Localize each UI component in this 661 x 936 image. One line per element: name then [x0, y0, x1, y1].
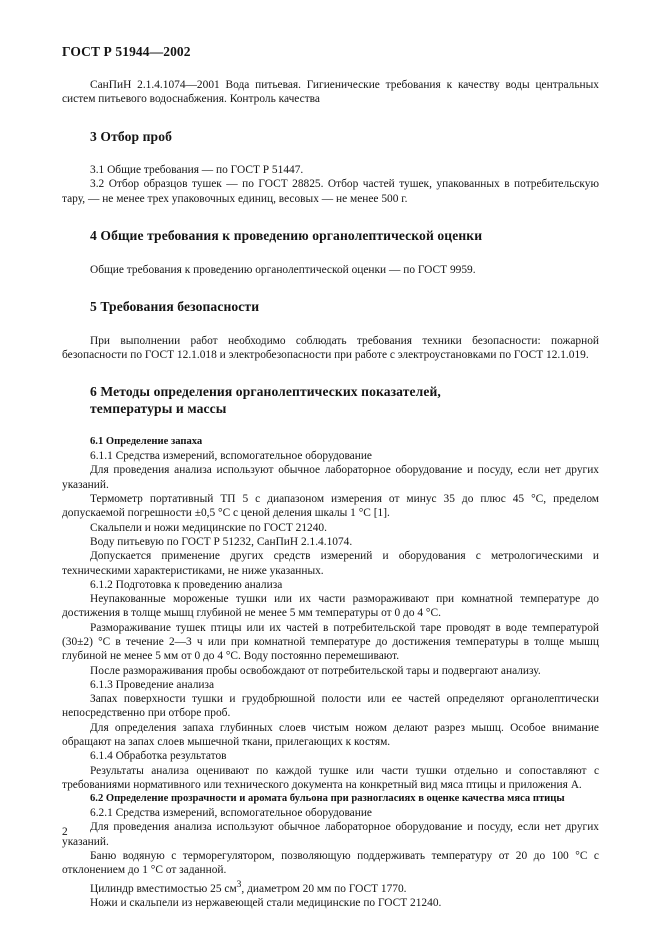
clause-6-2-1-c [62, 878, 599, 896]
clause-6-1-4: 6.1.4 Обработка результатов [90, 750, 227, 763]
clause-6-1-2-a: Неупакованные мороженые тушки или их части размораживают при комнатной температуре до достижения в толще мышц глубиной не менее 5 мм температуры от 0 до 4 °С. [62, 593, 599, 620]
clause-6-2-1: 6.2.1 Средства измерений, вспомогательное оборудование [90, 807, 372, 820]
section-3-title: 3 Отбор проб [90, 128, 173, 144]
clause-6-1-1-d: Воду питьевую по ГОСТ Р 51232, СанПиН 2.1.4.1074. [90, 535, 353, 548]
clause-6-2-1-b: Баню водяную с терморегулятором, позволяющую поддерживать температуру от 20 до 100 °С с отклонением до 1 °С от заданной. [62, 849, 599, 877]
unit-superscript: 3 [236, 879, 242, 890]
clause-6-2-1-d: Ножи и скальпели из нержавеющей стали медицинские по ГОСТ 21240. [90, 896, 442, 909]
section-5-text: При выполнении работ необходимо соблюдать требования техники безопасности: пожарной безопасности по ГОСТ 12.1.018 и электробезопасности при работе с электроустановками по ГОСТ 12.1.019. [62, 334, 599, 361]
clause-6-1-1-b: Термометр портативный ТП 5 с диапазоном измерения от минус 35 до плюс 45 °С, пределом допускаемой погрешности ±0,5 °С с ценой деления шкалы 1 °С [1]. [62, 493, 599, 520]
clause-6-2-1-a: Для проведения анализа используют обычное лабораторное оборудование и посуду, если нет других указаний. [62, 821, 599, 848]
section-6-title-line1: 6 Методы определения органолептических показателей, [90, 384, 441, 400]
clause-6-1-3-a: Запах поверхности тушки и грудобрюшной полости или ее частей определяют органолептически непосредственно при отборе проб. [62, 693, 599, 720]
section-3-1: 3.1 Общие требования — по ГОСТ Р 51447. [90, 164, 304, 177]
clause-6-1-2: 6.1.2 Подготовка к проведению анализа [90, 578, 283, 591]
cylinder-text: Цилиндр вместимостью 25 см [90, 882, 237, 895]
section-4-text: Общие требования к проведению органолептической оценки — по ГОСТ 9959. [90, 263, 476, 276]
clause-6-1-1-c: Скальпели и ножи медицинские по ГОСТ 21240. [90, 521, 327, 534]
section-5-title: 5 Требования безопасности [90, 298, 260, 314]
subsection-6-2-title: 6.2 Определение прозрачности и аромата бульона при разногласиях в оценке качества мяса птицы [90, 793, 565, 805]
cylinder-text-tail: , диаметром 20 мм по ГОСТ 1770. [241, 882, 407, 895]
document-code-header: ГОСТ Р 51944—2002 [62, 44, 191, 59]
clause-6-1-2-b: Размораживание тушек птицы или их частей в потребительской таре проводят в воде температурой (30±2) °С в течение 2—3 ч или при комнатной температуре до достижения температуры в толще мышц глубиной не менее 5 мм от 0 до 4 °С. Воду постоянно перемешивают. [62, 621, 599, 663]
clause-6-1-3-b: Для определения запаха глубинных слоев чистым ножом делают разрез мышц. Особое внимание обращают на запах слоев мышечной ткани, прилегающих к костям. [62, 721, 599, 749]
clause-6-1-1: 6.1.1 Средства измерений, вспомогательное оборудование [90, 450, 372, 463]
section-3-2: 3.2 Отбор образцов тушек — по ГОСТ 28825. Отбор частей тушек, упакованных в потребительскую тару, — не менее трех упаковочных единиц, весовых — не менее 500 г. [62, 178, 599, 205]
clause-6-1-3: 6.1.3 Проведение анализа [90, 678, 215, 691]
clause-6-1-1-e: Допускается применение других средств измерений и оборудования с метрологическими и техническими характеристиками, не ниже указанных. [62, 550, 599, 577]
clause-6-1-4-a: Результаты анализа оценивают по каждой тушке или части тушки отдельно и сопоставляют с требованиями нормативного или технического документа на конкретный вид мяса птицы и приложения А. [62, 764, 599, 791]
subsection-6-1-title: 6.1 Определение запаха [90, 436, 203, 448]
section-6-title-line2: температуры и массы [90, 400, 227, 416]
section-4-title: 4 Общие требования к проведению органолептической оценки [90, 228, 483, 244]
page-number: 2 [62, 826, 68, 838]
document-body [62, 78, 599, 910]
clause-6-1-2-c: После размораживания пробы освобождают от потребительской тары и подвергают анализу. [90, 664, 541, 677]
intro-paragraph: СанПиН 2.1.4.1074—2001 Вода питьевая. Гигиенические требования к качеству воды центральных систем питьевого водоснабжения. Контроль качества [62, 79, 599, 106]
clause-6-1-1-a: Для проведения анализа используют обычное лабораторное оборудование и посуду, если нет других указаний. [62, 464, 599, 491]
